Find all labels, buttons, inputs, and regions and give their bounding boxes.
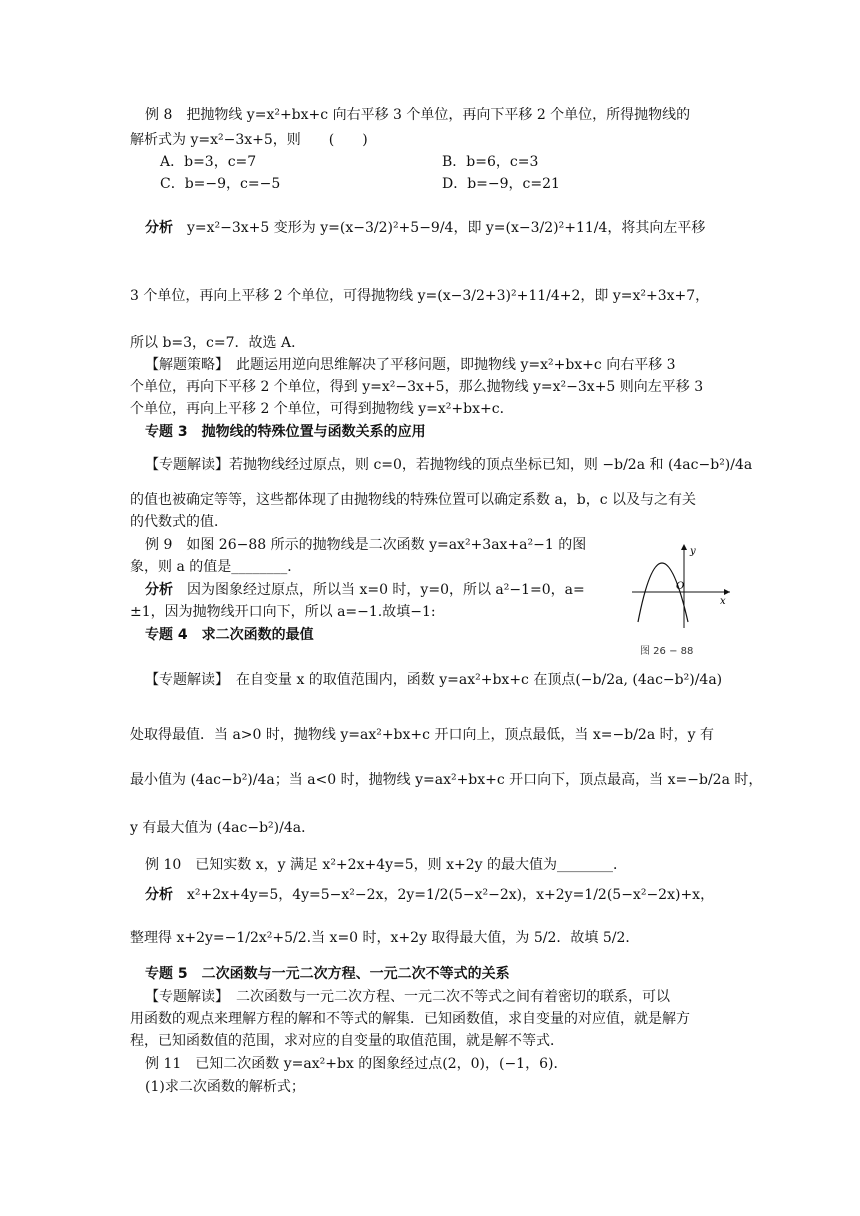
strategy-line-1 [145,355,676,375]
topic-3-label: 【专题解读】 [145,457,229,473]
example-9-line-2: 象，则 a 的值是________． [130,559,302,575]
analysis-10-line-2: 整理得 x+2y=−1/2x²+5/2.当 x=0 时，x+2y 取得最大值，为 5/2．故填 5/2． [130,930,640,946]
parabola-figure [632,540,732,630]
analysis-8-line-3: 所以 b=3，c=7．故选 A． [130,335,306,351]
analysis-8-line-1 [145,218,705,238]
topic-3-para-line-1 [145,455,752,475]
topic-5-para-line-1 [145,987,670,1007]
analysis-text: 因为图象经过原点，所以当 x=0 时，y=0，所以 a²−1=0，a= [187,582,585,598]
analysis-label: 分析 [145,220,173,236]
analysis-label: 分析 [145,582,173,598]
strategy-label: 【解题策略】 [145,357,222,373]
example-11-question-1: (1)求二次函数的解析式； [145,1079,305,1095]
topic-4-text: 在自变量 x 的取值范围内，函数 y=ax²+bx+c 在顶点(−b/2a, (4ac−b²)/4a) [236,672,723,688]
topic-4-para-line-4: y 有最大值为 (4ac−b²)/4a． [130,820,316,836]
topic-3-para-line-3: 的代数式的值． [130,514,228,530]
y-axis-arrow [681,544,687,550]
analysis-8-line-2: 3 个单位，再向上平移 2 个单位，可得抛物线 y=(x−3/2+3)²+11/4+2，即 y=x²+3x+7， [130,288,710,304]
strategy-line-2: 个单位，再向下平移 2 个单位，得到 y=x²−3x+5，那么抛物线 y=x²−3x+5 则向左平移 3 [130,379,704,395]
strategy-line-3: 个单位，再向上平移 2 个单位，可得到抛物线 y=x²+bx+c． [130,401,514,417]
option-a: A．b=3，c=7 [160,154,257,170]
analysis-text: y=x²−3x+5 变形为 y=(x−3/2)²+5−9/4，即 y=(x−3/2)²+11/4，将其向左平移 [187,220,706,236]
topic-4-title [145,625,314,645]
option-b: B．b=6，c=3 [442,154,539,170]
topic-5-para-line-2: 用函数的观点来理解方程的解和不等式的解集．已知函数值，求自变量的对应值，就是解方 [130,1011,690,1027]
analysis-label: 分析 [145,887,173,903]
topic-3-para-line-2: 的值也被确定等等，这些都体现了由抛物线的特殊位置可以确定系数 a，b，c 以及与之有关 [130,492,697,508]
topic-3-title [145,422,426,442]
topic-4-title-text: 专题 4 求二次函数的最值 [145,627,314,643]
topic-5-para-line-3: 程，已知函数值的范围，求对应的自变量的取值范围，就是解不等式． [130,1033,564,1049]
topic-5-title [145,964,510,984]
origin-label: O [676,581,685,592]
topic-4-para-line-3: 最小值为 (4ac−b²)/4a；当 a<0 时，抛物线 y=ax²+bx+c 开口向下，顶点最高，当 x=−b/2a 时， [130,772,763,788]
option-c: C．b=−9，c=−5 [160,176,281,192]
figure-caption: 图 26 − 88 [640,646,694,657]
analysis-text: x²+2x+4y=5，4y=5−x²−2x，2y=1/2(5−x²−2x)，x+2y=1/2(5−x²−2x)+x， [187,887,715,903]
y-label: y [690,546,696,557]
strategy-text: 此题运用逆向思维解决了平移问题，即抛物线 y=x²+bx+c 向右平移 3 [236,357,676,373]
topic-4-para-line-2: 处取得最值．当 a>0 时，抛物线 y=ax²+bx+c 开口向上，顶点最低，当 x=−b/2a 时，y 有 [130,727,714,743]
option-d: D．b=−9，c=21 [442,176,560,192]
x-label: x [720,596,726,607]
example-11: 例 11 已知二次函数 y=ax²+bx 的图象经过点(2，0)，(−1，6)． [145,1056,568,1072]
example-10: 例 10 已知实数 x，y 满足 x²+2x+4y=5，则 x+2y 的最大值为________． [145,857,627,873]
topic-3-text: 若抛物线经过原点，则 c=0，若抛物线的顶点坐标已知，则 −b/2a 和 (4ac−b²)/4a [229,457,753,473]
topic-5-title-text: 专题 5 二次函数与一元二次方程、一元二次不等式的关系 [145,966,510,982]
analysis-9-line-2: ±1，因为抛物线开口向下，所以 a=−1.故填−1: [130,604,436,620]
example-9-line-1: 例 9 如图 26−88 所示的抛物线是二次函数 y=ax²+3ax+a²−1 的图 [145,537,587,553]
analysis-9-line-1 [145,580,585,600]
analysis-10-line-1 [145,885,714,905]
topic-4-para-line-1 [145,670,722,690]
topic-5-text: 二次函数与一元二次方程、一元二次不等式之间有着密切的联系，可以 [236,989,670,1005]
example-8-line-2: 解析式为 y=x²−3x+5，则 ( ) [130,132,368,148]
x-axis-arrow [724,589,730,595]
topic-5-label: 【专题解读】 [145,989,222,1005]
topic-3-title-text: 专题 3 抛物线的特殊位置与函数关系的应用 [145,424,426,440]
topic-4-label: 【专题解读】 [145,672,222,688]
example-8-line-1: 例 8 把抛物线 y=x²+bx+c 向右平移 3 个单位，再向下平移 2 个单位，所得抛物线的 [145,107,691,123]
